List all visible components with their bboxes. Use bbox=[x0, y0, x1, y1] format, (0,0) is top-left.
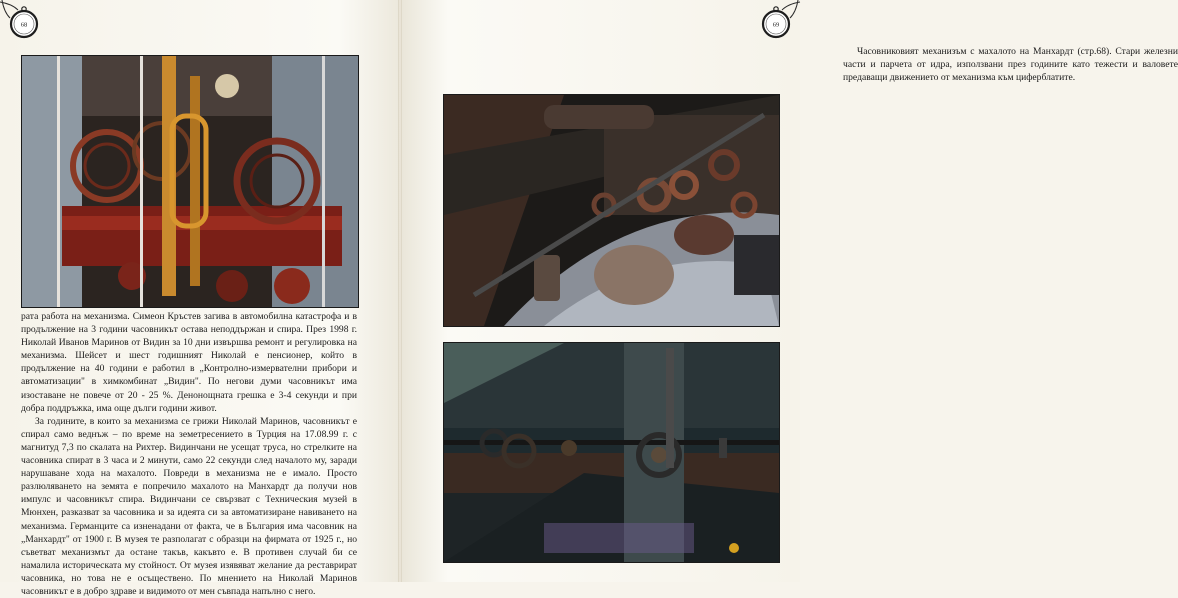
page-number-left: 68 bbox=[20, 21, 28, 29]
page-number-right: 69 bbox=[772, 21, 780, 29]
pocket-watch-ornament-left bbox=[0, 0, 48, 48]
left-page bbox=[0, 0, 400, 597]
caption-text: Часовниковият механизъм с махалото на Манхардт (стр.68). Стари железни части и парчета от идра, използвани през годините като тежести и валовете предаващи движението от механизма към циферблатите. bbox=[843, 46, 1178, 84]
left-page-body-text bbox=[21, 310, 357, 598]
photo-iron-weights bbox=[443, 94, 780, 327]
book-gutter bbox=[398, 0, 402, 582]
photo-clock-mechanism bbox=[21, 55, 359, 308]
photo-transmission-shafts bbox=[443, 342, 780, 563]
paragraph-1: рата работа на механизма. Симеон Кръстев загива в автомобилна катастрофа и в продължение на 3 години часовникът остава неподдържан и спира. През 1998 г. Николай Иванов Маринов от Видин за 10 дни извършва ремонт и регулировка на механизма. Шейсет и шест годишният Николай е пенсионер, който в продължение на 40 години е работил в „Контролно-измервателни прибори и автоматизации" в химкомбинат „Видин". По негови думи часовникът има изоставане не повече от 20 - 25 %. Денонощната грешка е 3-4 секунди и при добра поддръжка, има още дълги години живот. bbox=[21, 311, 357, 414]
photo-caption bbox=[843, 45, 1178, 84]
paragraph-2: За годините, в които за механизма се грижи Николай Маринов, часовникът е спирал само веднъж – по време на земетресението в Турция на 17.08.99 г. с магнитуд 7,3 по скалата на Рихтер. Видинчани не усещат труса, но стрелките на часовника спират в 3 часа и 2 минути, само 22 секунди след началото му, заради нарушаване хода на махалото. Повреди в механизма не е имало. Просто разлюляването на земята е попречило махалото на Манхардт да получи нов импулс и часовникът спира. Видинчани се свързват с Техническия музей в Мюнхен, разказват за часовника и за идеята си за автоматизиране навиването на механизма. Германците са изненадани от факта, че в България има часовник на „Манхардт" от 1900 г. В музея те разполагат с образци на фирмата от 1925 г., но съветват механизмът да остане такъв, какъвто е. В противен случай би се намалила историческата му стойност. От музея изявяват желание да реставрират часовника, но това не е осъществено. По мнението на Николай Маринов часовникът е в добро здраве и видимото от мен съвпада напълно с него. bbox=[21, 415, 357, 597]
pocket-watch-ornament-right bbox=[752, 0, 800, 48]
